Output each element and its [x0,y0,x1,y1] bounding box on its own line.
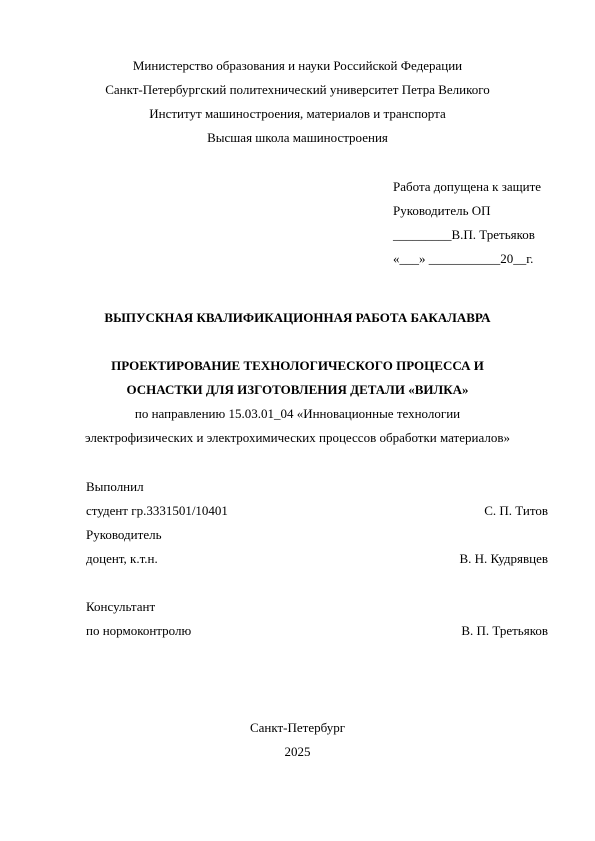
approval-date: «___» ___________20__г. [393,251,534,266]
ministry-name: Министерство образования и науки Российской Федерации [132,58,463,73]
work-type-heading: ВЫПУСКНАЯ КВАЛИФИКАЦИОННАЯ РАБОТА БАКАЛАВРА [104,310,491,325]
consultant-name: В. П. Третьяков [461,623,548,638]
consultant-label: Консультант [86,599,156,614]
direction-line-2: электрофизических и электрохимических процессов обработки материалов» [85,430,510,445]
supervisor-position: доцент, к.т.н. [86,551,158,566]
year: 2025 [284,744,311,759]
city: Санкт-Петербург [249,720,346,735]
consultant-role: по нормоконтролю [86,623,192,638]
approval-head-label: Руководитель ОП [393,203,491,218]
student-name: С. П. Титов [484,503,548,518]
university-name: Санкт-Петербургский политехнический университет Петра Великого [105,82,490,97]
institute-name: Институт машиностроения, материалов и транспорта [149,106,446,121]
direction-line-1: по направлению 15.03.01_04 «Инновационные технологии [134,406,461,421]
topic-title-line-1: ПРОЕКТИРОВАНИЕ ТЕХНОЛОГИЧЕСКОГО ПРОЦЕССА И [111,358,484,373]
performed-label: Выполнил [86,479,144,494]
supervisor-label: Руководитель [86,527,162,542]
school-name: Высшая школа машиностроения [207,130,388,145]
topic-title-line-2: ОСНАСТКИ ДЛЯ ИЗГОТОВЛЕНИЯ ДЕТАЛИ «ВИЛКА» [126,382,469,397]
supervisor-name: В. Н. Кудрявцев [459,551,548,566]
approval-signature: _________В.П. Третьяков [393,227,535,242]
approval-admitted: Работа допущена к защите [393,179,542,194]
student-group: студент гр.3331501/10401 [86,503,228,518]
